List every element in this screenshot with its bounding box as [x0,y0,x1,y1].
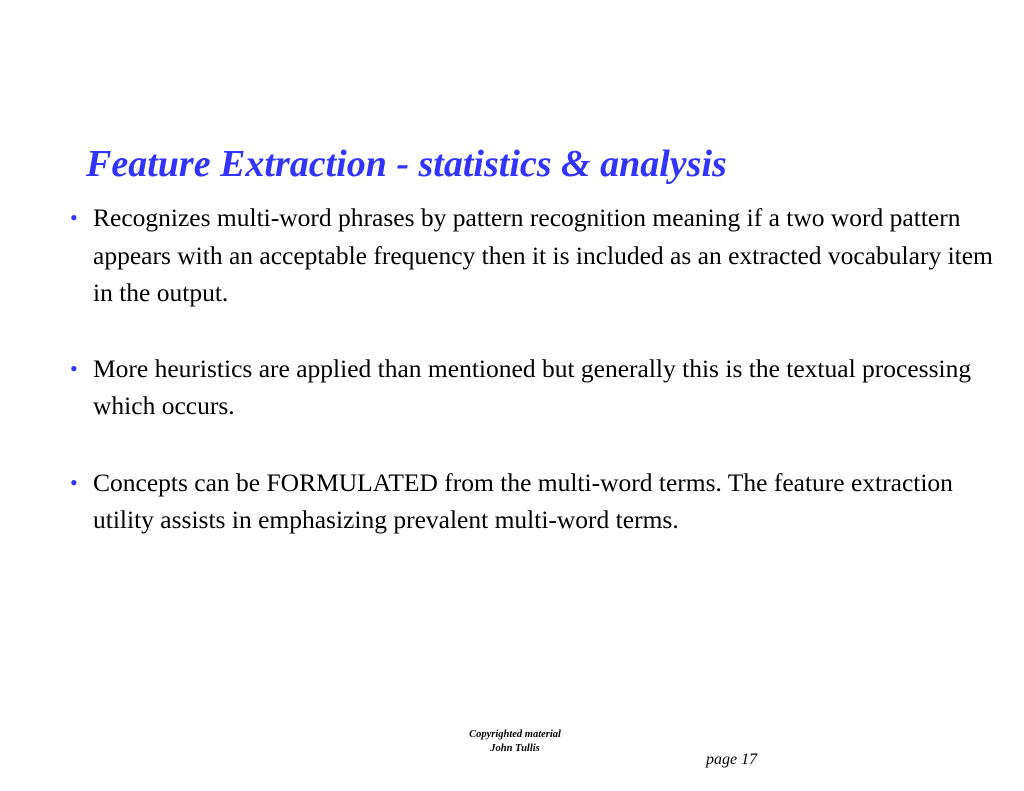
bullet-item [70,350,1000,425]
slide-title: Feature Extraction - statistics & analysis [86,143,727,185]
page-number: page 17 [706,751,758,768]
bullet-text: Recognizes multi-word phrases by pattern recognition meaning if a two word pattern appears with an acceptable frequency then it is included as an extracted vocabulary item in the output. [93,203,993,307]
bullet-item [70,464,1000,539]
bullet-marker-icon: • [70,355,78,381]
bullet-text: Concepts can be FORMULATED from the multi-word terms. The feature extraction utility assists in emphasizing prevalent multi-word terms. [93,467,953,534]
bullet-marker-icon: • [70,469,78,495]
bullet-marker-icon: • [70,205,78,230]
copyright-line: Copyrighted material [469,729,561,740]
author-name: John Tullis [490,743,540,754]
bullet-list [70,199,1000,577]
bullet-text: More heuristics are applied than mentioned but generally this is the textual processing which occurs. [93,353,972,420]
bullet-item [70,199,1000,312]
copyright-notice [440,728,590,756]
